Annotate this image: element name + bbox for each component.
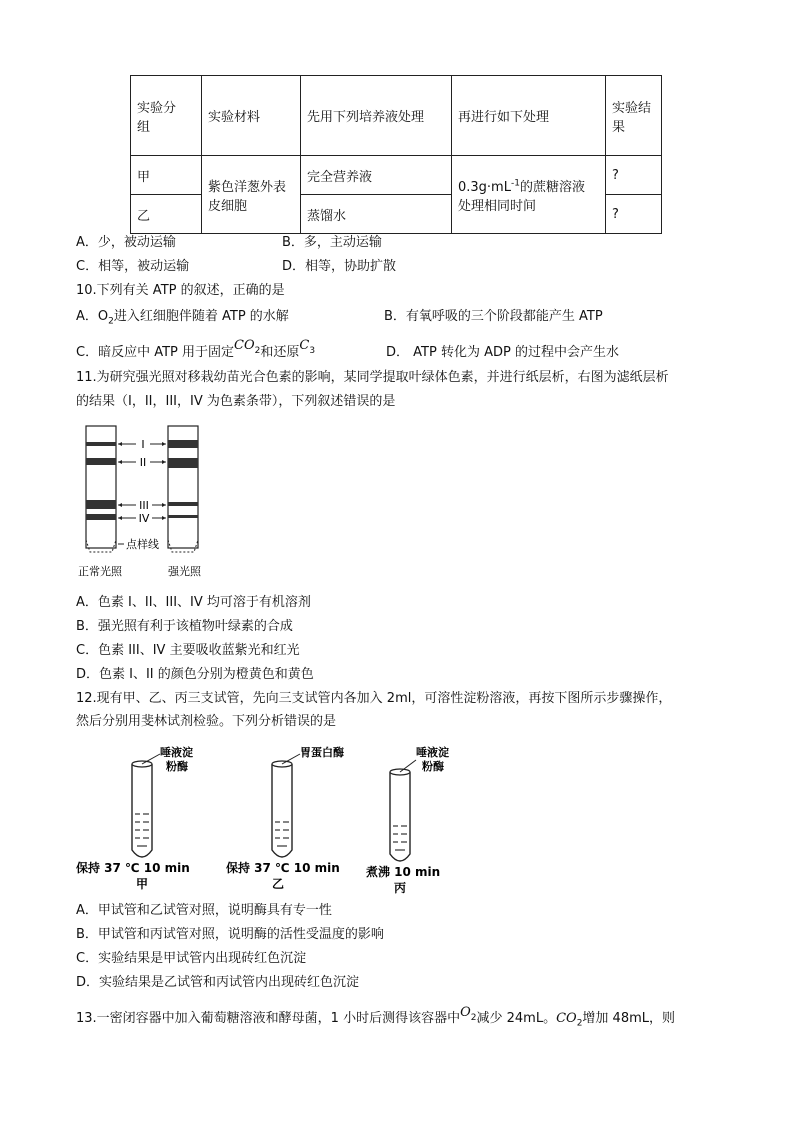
q10-option-a: A．$O_2$进入红细胞伴随着 ATP 的水解: [76, 309, 289, 327]
row2-result: ?: [606, 195, 662, 234]
origin-line-label: 点样线: [126, 538, 159, 551]
q10-stem: 10.下列有关 ATP 的叙述，正确的是: [76, 283, 285, 298]
band-label-2: II: [139, 456, 147, 469]
tube-bing-condition: 煮沸 10 min: [366, 865, 441, 879]
tube-bing: [390, 760, 416, 861]
normal-band-4: [86, 514, 116, 520]
q13-stem: 13.一密闭容器中加入葡萄糖溶液和酵母菌，1 小时后测得该容器中$O_2$减少 24mL。$CO_2$增加 48mL，则: [76, 1005, 676, 1029]
q10-option-c: C．暗反应中 ATP 用于固定$CO_2$和还原$C_3$: [76, 338, 316, 360]
q12-option-c: C．实验结果是甲试管内出现砖红色沉淀: [76, 951, 307, 966]
q10-option-d: D． ATP 转化为 ADP 的过程中会产生水: [386, 345, 619, 360]
q12-stem-line1: 12.现有甲、乙、丙三支试管，先向三支试管内各加入 2ml，可溶性淀粉溶液，再按下图所示步骤操作，: [76, 691, 672, 706]
q9-option-a: A．少，被动运输: [76, 235, 176, 250]
header-treatment: 再进行如下处理: [452, 76, 606, 156]
strong-band-4: [168, 515, 198, 518]
band-label-1: I: [141, 438, 145, 451]
tube-bing-enzyme-line1: 唾液淀: [416, 746, 449, 759]
normal-band-1: [86, 442, 116, 446]
experiment-table: [130, 75, 662, 234]
test-tube-figure: [76, 742, 456, 894]
band-label-4: IV: [138, 512, 150, 525]
q11-stem-line1: 11.为研究强光照对移栽幼苗光合色素的影响，某同学提取叶绿体色素，并进行纸层析，右图为滤纸层析: [76, 370, 669, 385]
q11-stem-line2: 的结果（I，II，III，IV 为色素条带），下列叙述错误的是: [76, 394, 396, 409]
header-group: 实验分 组: [131, 76, 202, 156]
row2-group: 乙: [131, 195, 202, 234]
tube-bing-enzyme-line2: 粉酶: [422, 760, 444, 773]
band-label-3: III: [139, 499, 149, 512]
chromatography-figure: [76, 418, 236, 583]
q10-option-b: B．有氧呼吸的三个阶段都能产生 ATP: [384, 309, 603, 324]
q12-option-a: A．甲试管和乙试管对照，说明酶具有专一性: [76, 903, 332, 918]
q9-option-c: C．相等，被动运输: [76, 259, 190, 274]
q11-option-c: C．色素 III、IV 主要吸收蓝紫光和红光: [76, 643, 300, 658]
row1-group: 甲: [131, 156, 202, 195]
q9-option-d: D．相等，协助扩散: [282, 259, 397, 274]
q9-option-b: B．多，主动运输: [282, 235, 382, 250]
tube-jia-enzyme-line2: 粉酶: [166, 760, 188, 773]
tube-yi-condition: 保持 37 ℃ 10 min: [226, 861, 340, 875]
tube-jia-condition: 保持 37 ℃ 10 min: [76, 861, 190, 875]
normal-band-3: [86, 500, 116, 509]
header-result: 实验结 果: [606, 76, 662, 156]
material-cell: 紫色洋葱外表 皮细胞: [202, 156, 301, 234]
strong-band-2: [168, 458, 198, 468]
treatment-cell: $0.3g\cdot mL^{-1}$的蔗糖溶液 处理相同时间: [452, 156, 606, 234]
tube-jia-enzyme-line1: 唾液淀: [160, 746, 193, 759]
strong-light-label: 强光照: [168, 565, 201, 578]
strong-band-1: [168, 440, 198, 448]
strong-band-3: [168, 502, 198, 506]
tube-jia-name: 甲: [136, 877, 149, 891]
tube-bing-name: 丙: [394, 881, 407, 894]
row1-medium: 完全营养液: [301, 156, 452, 195]
q12-option-b: B．甲试管和丙试管对照，说明酶的活性受温度的影响: [76, 927, 384, 942]
tube-jia: [132, 754, 160, 857]
header-material: 实验材料: [202, 76, 301, 156]
q12-option-d: D．实验结果是乙试管和丙试管内出现砖红色沉淀: [76, 975, 360, 990]
normal-light-label: 正常光照: [78, 565, 122, 578]
normal-band-2: [86, 458, 116, 465]
tube-yi: [272, 754, 300, 857]
header-medium: 先用下列培养液处理: [301, 76, 452, 156]
row2-medium: 蒸馏水: [301, 195, 452, 234]
tube-yi-name: 乙: [272, 877, 285, 891]
row1-result: ?: [606, 156, 662, 195]
q11-option-d: D．色素 I、II 的颜色分别为橙黄色和黄色: [76, 667, 314, 682]
q12-stem-line2: 然后分别用斐林试剂检验。下列分析错误的是: [76, 714, 337, 729]
q11-option-a: A．色素 I、II、III、IV 均可溶于有机溶剂: [76, 595, 311, 610]
q11-option-b: B．强光照有利于该植物叶绿素的合成: [76, 619, 293, 634]
tube-yi-enzyme: 胃蛋白酶: [300, 746, 344, 759]
